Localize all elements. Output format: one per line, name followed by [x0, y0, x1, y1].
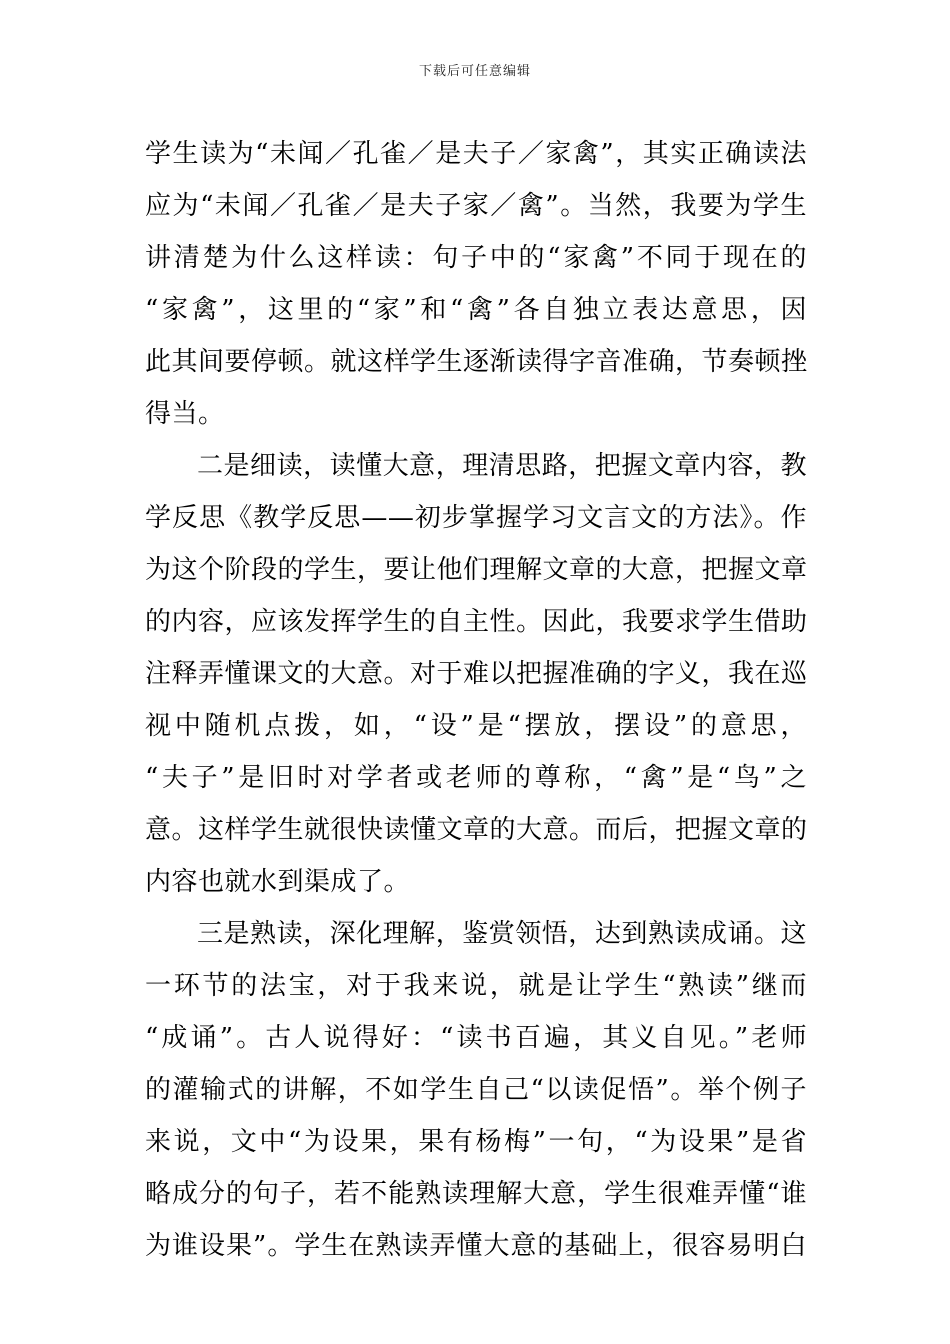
page-header: 下载后可任意编辑 — [418, 64, 531, 79]
text-line: “夫子”是旧时对学者或老师的尊称，“禽”是“鸟”之 — [145, 763, 807, 793]
text-line: 为这个阶段的学生，要让他们理解文章的大意，把握文章 — [145, 555, 808, 585]
text-line: 学生读为“未闻／孔雀／是夫子／家禽”，其实正确读法 — [145, 139, 807, 169]
text-line: 视中随机点拨，如，“设”是“摆放，摆设”的意思， — [145, 711, 807, 741]
text-line: 内容也就水到渠成了。 — [145, 867, 411, 897]
text-line: “成诵”。古人说得好：“读书百遍，其义自见。”老师 — [145, 1023, 807, 1053]
text-line: 学反思《教学反思——初步掌握学习文言文的方法》。作 — [145, 503, 807, 533]
text-line: 注释弄懂课文的大意。对于难以把握准确的字义，我在巡 — [145, 659, 808, 689]
text-line: 为谁设果”。学生在熟读弄懂大意的基础上，很容易明白 — [145, 1231, 807, 1261]
text-line: 应为“未闻／孔雀／是夫子家／禽”。当然，我要为学生 — [145, 191, 807, 221]
text-line: 二是细读，读懂大意，理清思路，把握文章内容，教 — [197, 451, 807, 481]
text-line: 略成分的句子，若不能熟读理解大意，学生很难弄懂“谁 — [145, 1179, 807, 1209]
text-line: 来说，文中“为设果，果有杨梅”一句，“为设果”是省 — [145, 1127, 807, 1157]
text-line: 三是熟读，深化理解，鉴赏领悟，达到熟读成诵。这 — [197, 919, 807, 949]
text-line: 得当。 — [145, 399, 225, 429]
text-line: 一环节的法宝，对于我来说，就是让学生“熟读”继而 — [145, 971, 807, 1001]
text-line: 意。这样学生就很快读懂文章的大意。而后，把握文章的 — [145, 815, 808, 845]
text-line: 的内容，应该发挥学生的自主性。因此，我要求学生借助 — [145, 607, 808, 637]
text-line: “家禽”，这里的“家”和“禽”各自独立表达意思，因 — [145, 295, 807, 325]
text-line: 讲清楚为什么这样读：句子中的“家禽”不同于现在的 — [145, 243, 807, 273]
text-line: 此其间要停顿。就这样学生逐渐读得字音准确，节奏顿挫 — [145, 347, 808, 377]
document-body — [145, 128, 807, 1272]
text-line: 的灌输式的讲解，不如学生自己“以读促悟”。举个例子 — [145, 1075, 807, 1105]
